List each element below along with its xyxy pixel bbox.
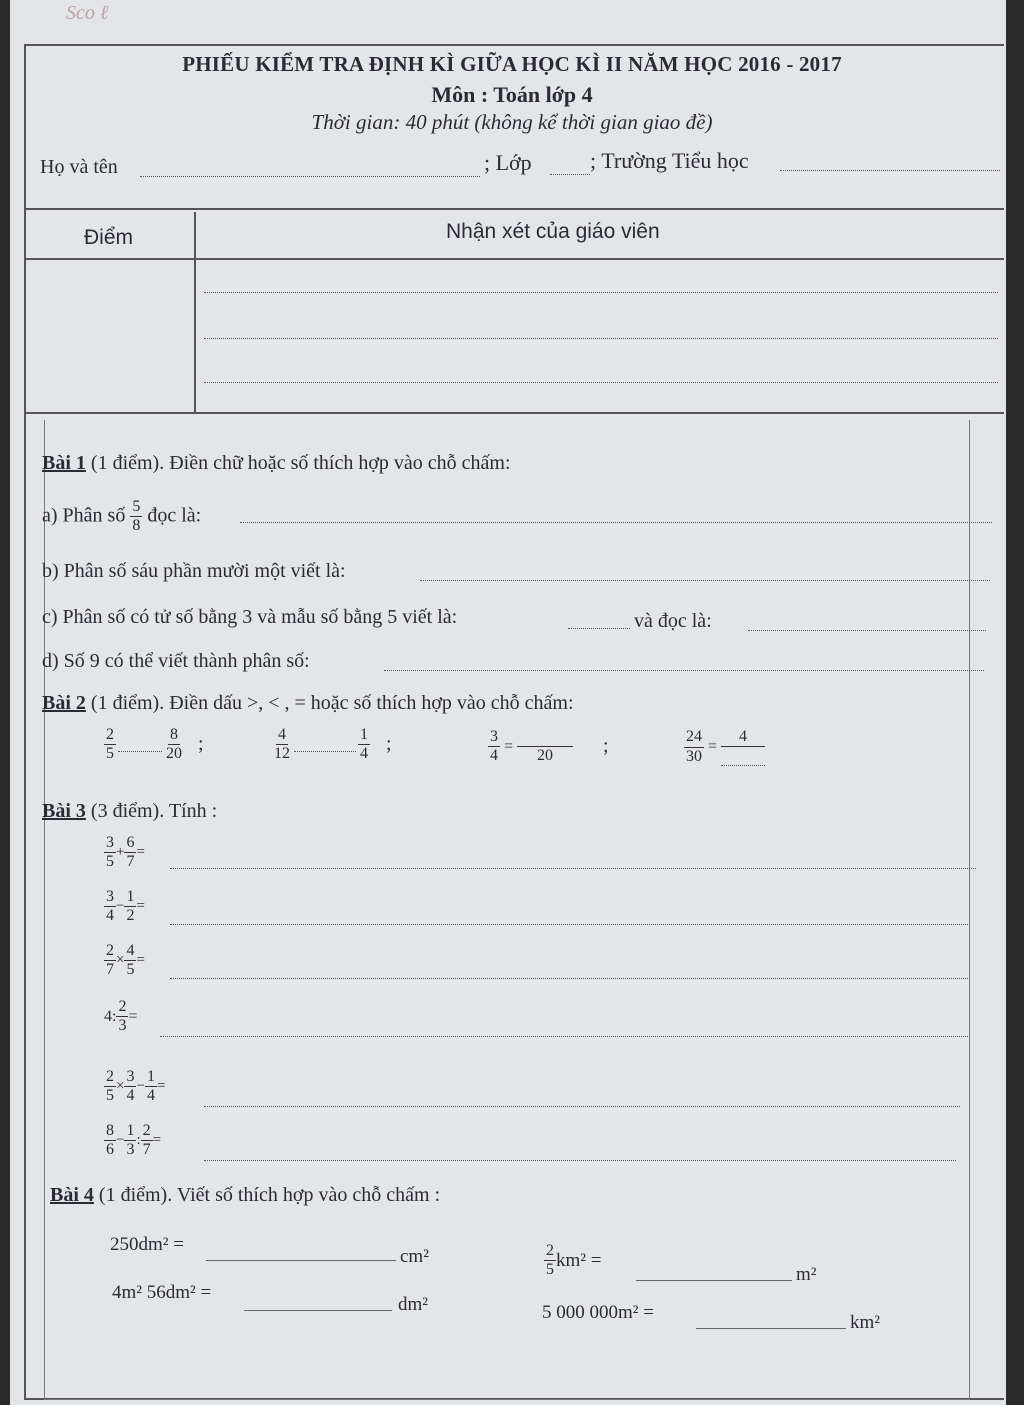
- bai2-pair-2: [272, 726, 392, 764]
- bai4-r1-frac: [544, 1242, 556, 1280]
- bai2-p4-eq: =: [708, 738, 718, 756]
- comment-header: Nhận xét của giáo viên: [446, 220, 660, 243]
- school-label: ; Trường Tiểu học: [590, 148, 749, 173]
- comment-line-1[interactable]: [204, 292, 998, 293]
- bai3-e4-b-den: 3: [118, 1017, 127, 1035]
- bai4-r1-frac-den: 5: [546, 1261, 554, 1279]
- exam-time: Thời gian: 40 phút (không kể thời gian giao đề): [311, 110, 713, 134]
- bai3-e6-a-den: 6: [106, 1141, 114, 1159]
- bai3-e6-b-den: 3: [126, 1141, 135, 1159]
- bai2-instruction: (1 điểm). Điền dấu >, < , = hoặc số thích hợp vào chỗ chấm:: [85, 692, 574, 714]
- bai3-title: Bài 3: [42, 800, 86, 822]
- bai2-p3-a-num: 3: [488, 728, 500, 747]
- bai2-pair-1: [104, 726, 204, 764]
- bai3-answer-4[interactable]: [160, 1036, 968, 1037]
- bai3-e2-b-den: 2: [126, 907, 135, 925]
- bai3-e5-op2: −: [136, 1078, 145, 1095]
- bai1-b-answer[interactable]: [420, 580, 990, 581]
- bai4-r1-frac-num: 2: [544, 1242, 556, 1261]
- bai3-e4-eq: =: [128, 1007, 138, 1025]
- exam-title: PHIẾU KIỂM TRA ĐỊNH KÌ GIỮA HỌC KÌ II NĂM HỌC 2016 - 2017: [182, 52, 842, 76]
- bai3-e4-lead: 4:: [104, 1007, 117, 1025]
- bai4-r2-left-answer[interactable]: [244, 1310, 392, 1311]
- score-header: Điểm: [84, 226, 134, 249]
- bai2-p3-b: [517, 728, 573, 765]
- bai2-p3-b-den: 20: [537, 747, 554, 765]
- bai2-p1-b-num: 8: [168, 726, 180, 745]
- bai3-expr-5: [104, 1068, 165, 1106]
- bai3-answer-6[interactable]: [204, 1160, 956, 1161]
- bai2-p2-b-den: 4: [360, 745, 368, 763]
- bai2-heading: [42, 692, 574, 715]
- bai1-c-answer-1[interactable]: [568, 628, 630, 629]
- bai3-e5-op1: ×: [116, 1078, 125, 1095]
- bai2-p3-a: [488, 728, 500, 766]
- bai3-e6-c-num: 2: [141, 1122, 153, 1141]
- bai4-r1-left-unit: cm²: [400, 1246, 429, 1267]
- bai3-e3-op: ×: [116, 952, 125, 969]
- bai3-e6-b-num: 1: [124, 1122, 136, 1141]
- bai2-p2-a: [272, 726, 292, 764]
- table-divider: [194, 212, 196, 414]
- bai3-e5-b-den: 4: [126, 1087, 135, 1105]
- bai4-r2-right-unit: km²: [850, 1312, 880, 1333]
- bai2-p4-b: [721, 728, 765, 766]
- bai4-heading: [50, 1184, 440, 1207]
- bai3-e3-eq: =: [136, 952, 145, 969]
- bai4-title: Bài 4: [50, 1184, 94, 1206]
- bai2-p3-blank[interactable]: [517, 728, 573, 747]
- bai3-e5-eq: =: [156, 1078, 166, 1095]
- bai1-a-answer[interactable]: [240, 522, 992, 523]
- bai1-b: b) Phân số sáu phần mười một viết là:: [42, 560, 346, 582]
- bai3-e6-a-num: 8: [104, 1122, 116, 1141]
- bai2-p4-a: [684, 728, 704, 766]
- table-header-line: [26, 258, 1004, 260]
- bai1-c-prefix: c) Phân số có tử số bằng 3 và mẫu số bằng 5 viết là:: [42, 606, 458, 628]
- bai3-e3-b-num: 4: [124, 942, 136, 961]
- bai3-e3-b-den: 5: [126, 961, 135, 979]
- bai1-instruction: (1 điểm). Điền chữ hoặc số thích hợp vào chỗ chấm:: [85, 452, 511, 474]
- bai1-a-prefix: a) Phân số: [42, 504, 126, 527]
- bai3-e2-b-num: 1: [124, 888, 136, 907]
- table-bottom-line: [26, 412, 1004, 414]
- bai3-e1-b-num: 6: [124, 834, 136, 853]
- name-label: Họ và tên: [40, 156, 118, 178]
- bai3-e2-op: −: [116, 898, 125, 915]
- bai4-r2-left-unit: dm²: [398, 1294, 428, 1315]
- bai3-expr-6: [104, 1122, 161, 1160]
- table-top-line: [26, 208, 1004, 210]
- bai4-r1-left: 250dm² =: [110, 1234, 184, 1255]
- bai4-r1-left-answer[interactable]: [206, 1260, 396, 1261]
- bai2-p3-a-den: 4: [490, 747, 498, 765]
- bai3-e1-eq: =: [136, 844, 145, 861]
- bai1-c-mid: và đọc là:: [634, 610, 712, 632]
- bai1-a-den: 8: [132, 517, 141, 535]
- bai3-answer-3[interactable]: [170, 978, 968, 979]
- bai4-r1-right-answer[interactable]: [636, 1280, 792, 1281]
- name-field[interactable]: [140, 176, 480, 177]
- bai3-answer-5[interactable]: [204, 1106, 960, 1107]
- bai2-p1-b: [164, 726, 184, 764]
- bai4-instruction: (1 điểm). Viết số thích hợp vào chỗ chấm :: [93, 1184, 441, 1206]
- bai2-p4-a-den: 30: [686, 747, 702, 765]
- bai2-p1-a-den: 5: [106, 745, 114, 763]
- bai3-answer-2[interactable]: [170, 924, 968, 925]
- bai3-e3-a-num: 2: [104, 942, 116, 961]
- bai4-r2-right-answer[interactable]: [696, 1328, 846, 1329]
- bai3-answer-1[interactable]: [170, 868, 976, 869]
- bai4-r1-right-label: km² =: [556, 1249, 602, 1271]
- school-field[interactable]: [780, 170, 1000, 171]
- bai3-expr-4: [104, 998, 137, 1036]
- bai2-p4-a-num: 24: [684, 728, 704, 747]
- bai3-e5-c-num: 1: [145, 1068, 157, 1087]
- bai3-heading: [42, 800, 217, 823]
- bai3-e5-a-num: 2: [104, 1068, 116, 1087]
- bai3-e1-a-num: 3: [104, 834, 116, 853]
- exam-subject: Môn : Toán lớp 4: [431, 82, 593, 107]
- bai3-e5-c-den: 4: [146, 1087, 155, 1105]
- bai3-e5-a-den: 5: [106, 1087, 114, 1105]
- bai3-e4-b-num: 2: [116, 998, 128, 1017]
- bai2-p2-a-den: 12: [274, 745, 290, 763]
- bai4-r1-right: [544, 1242, 601, 1280]
- bai1-title: Bài 1: [42, 452, 86, 474]
- bai2-p1-blank[interactable]: [118, 751, 162, 752]
- bai1-a-fraction: [130, 498, 142, 536]
- bai3-e2-eq: =: [136, 898, 145, 915]
- bai3-e5-b-num: 3: [124, 1068, 136, 1087]
- bai1-a: [42, 498, 201, 536]
- bai2-sep-3: ;: [603, 735, 609, 758]
- bai3-e6-eq: =: [152, 1132, 162, 1149]
- bai3-expr-3: [104, 942, 145, 980]
- bai2-pair-4: [684, 728, 765, 766]
- bai2-p2-b-num: 1: [358, 726, 370, 745]
- bai2-p1-b-den: 20: [166, 745, 182, 763]
- class-label: ; Lớp: [484, 150, 532, 175]
- bai1-heading: [42, 452, 511, 475]
- bai1-c-answer-2[interactable]: [748, 630, 986, 631]
- comment-line-3[interactable]: [204, 382, 998, 383]
- bai3-e1-op: +: [116, 844, 125, 861]
- bai2-p2-a-num: 4: [276, 726, 288, 745]
- bai3-expr-2: [104, 888, 145, 926]
- bai2-title: Bài 2: [42, 692, 86, 714]
- comment-line-2[interactable]: [204, 338, 998, 339]
- bai2-p4-b-num: 4: [721, 728, 765, 747]
- bai3-e2-a-den: 4: [106, 907, 114, 925]
- bai3-e6-op1: −: [116, 1132, 125, 1149]
- bai3-e2-a-num: 3: [104, 888, 116, 907]
- bai3-instruction: (3 điểm). Tính :: [85, 800, 218, 822]
- bai1-a-num: 5: [130, 498, 142, 517]
- bai3-e1-b-den: 7: [126, 853, 135, 871]
- bai3-expr-1: [104, 834, 145, 872]
- bai2-sep-1: ;: [198, 733, 204, 756]
- bai2-p2-blank[interactable]: [294, 751, 356, 752]
- bai2-sep-2: ;: [386, 733, 392, 756]
- bai2-p1-a: [104, 726, 116, 764]
- bai2-p2-b: [358, 726, 370, 764]
- bai1-a-suffix: đọc là:: [147, 504, 202, 527]
- bai3-e6-c-den: 7: [142, 1141, 151, 1159]
- handwritten-mark: Sco ℓ: [66, 2, 109, 24]
- bai4-r2-left: 4m² 56dm² =: [112, 1282, 212, 1303]
- bai2-p1-a-num: 2: [104, 726, 116, 745]
- bai1-d-answer[interactable]: [384, 670, 984, 671]
- bai4-r2-right: 5 000 000m² =: [542, 1302, 654, 1323]
- bai4-r1-right-unit: m²: [796, 1264, 817, 1285]
- bai2-p3-eq: =: [504, 737, 514, 755]
- bai3-e6-op2: :: [136, 1132, 141, 1149]
- bai1-d: d) Số 9 có thể viết thành phân số:: [42, 650, 310, 672]
- bai2-p4-blank[interactable]: [721, 747, 765, 766]
- bai2-pair-3: [488, 728, 609, 766]
- class-field[interactable]: [550, 174, 590, 175]
- bai3-e1-a-den: 5: [106, 853, 114, 871]
- bai3-e3-a-den: 7: [106, 961, 114, 979]
